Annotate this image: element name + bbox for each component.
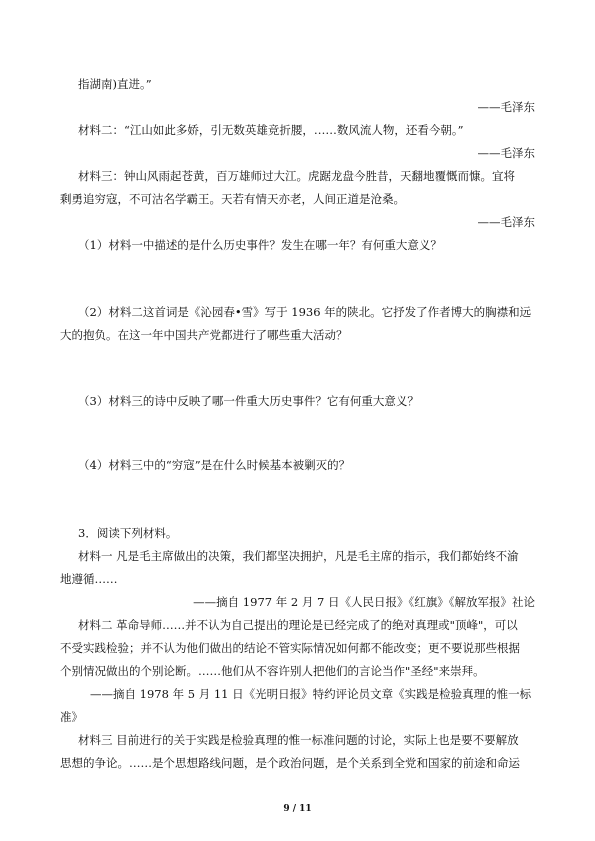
question-2-line-1: （2）材料二这首词是《沁园春•雪》写于 1936 年的陕北。它抒发了作者博大的胸襟和远	[78, 305, 532, 319]
text-line: 指湖南)直进。”	[78, 77, 152, 91]
attribution: ——毛泽东	[477, 146, 535, 160]
section-3-material-2-line-2: 不受实践检验；并不认为他们做出的结论不管实际情况如何都不能改变；更不要说那些根据	[60, 641, 520, 655]
source-2-line-1: ——摘自 1978 年 5 月 11 日《光明日报》特约评论员文章《实践是检验真理的惟一标	[90, 687, 532, 701]
section-3-material-2-line-3: 个别情况做出的个别论断。……他们从不容许别人把他们的言论当作"圣经"来崇拜。	[60, 664, 485, 678]
material-2: 材料二：“江山如此多娇，引无数英雄竞折腰，……数风流人物，还看今朝。”	[78, 123, 464, 137]
material-3-line-1: 材料三：钟山风雨起苍黄，百万雄师过大江。虎踞龙盘今胜昔，天翻地覆慨而慷。宜将	[78, 169, 515, 183]
page-number: 9 / 11	[283, 804, 312, 814]
source-2-line-2: 准》	[60, 710, 83, 724]
source-1: ——摘自 1977 年 2 月 7 日《人民日报》《红旗》《解放军报》社论	[193, 595, 535, 609]
section-3-material-2-line-1: 材料二 革命导师……并不认为自己提出的理论是已经完成了的绝对真理或"顶峰"，可以	[78, 618, 518, 632]
section-3-material-3-line-1: 材料三 目前进行的关于实践是检验真理的惟一标准问题的讨论，实际上也是要不要解放	[78, 733, 519, 747]
question-4: （4）材料三中的“穷寇”是在什么时候基本被剿灭的？	[78, 458, 351, 472]
section-3-material-1-line-2: 地遵循……	[60, 572, 118, 586]
section-3-heading: 3．阅读下列材料。	[78, 526, 178, 540]
question-2-line-2: 大的抱负。在这一年中国共产党都进行了哪些重大活动？	[60, 328, 348, 342]
attribution: ——毛泽东	[477, 215, 535, 229]
section-3-material-3-line-2: 思想的争论。……是个思想路线问题，是个政治问题，是个关系到全党和国家的前途和命运	[60, 756, 520, 770]
material-3-line-2: 剩勇追穷寇，不可沽名学霸王。天若有情天亦老，人间正道是沧桑。	[60, 192, 405, 206]
question-1: （1）材料一中描述的是什么历史事件？发生在哪一年？有何重大意义？	[78, 238, 442, 252]
question-3: （3）材料三的诗中反映了哪一件重大历史事件？它有何重大意义？	[78, 394, 419, 408]
section-3-material-1-line-1: 材料一 凡是毛主席做出的决策，我们都坚决拥护，凡是毛主席的指示，我们都始终不渝	[78, 549, 519, 563]
attribution: ——毛泽东	[477, 100, 535, 114]
